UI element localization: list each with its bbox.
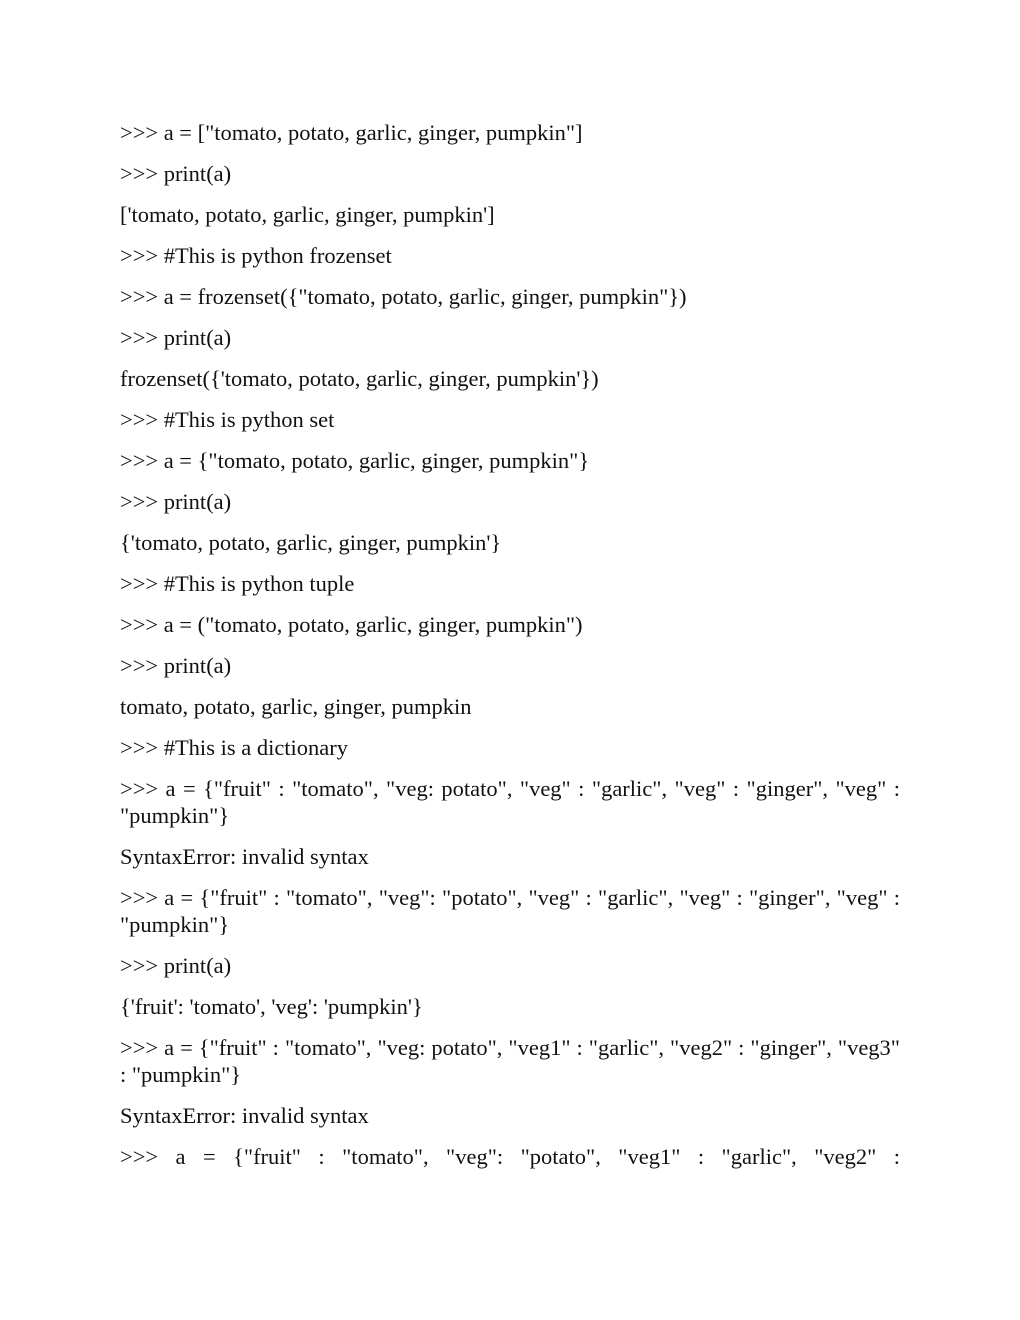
error-line: SyntaxError: invalid syntax <box>120 844 369 869</box>
code-line: >>> print(a) <box>120 161 232 186</box>
comment-line: >>> #This is python tuple <box>120 571 355 596</box>
comment-line: >>> #This is python set <box>120 407 335 432</box>
code-line: >>> a = {"fruit" : "tomato", "veg: potato", "veg1" : "garlic", "veg2" : "ginger", "veg3" : "pumpkin"} <box>120 1035 900 1087</box>
code-line: >>> print(a) <box>120 953 232 978</box>
code-line: >>> a = {"fruit" : "tomato", "veg": "potato", "veg" : "garlic", "veg" : "ginger", "veg" : "pumpkin"} <box>120 885 900 937</box>
comment-line: >>> #This is python frozenset <box>120 243 392 268</box>
error-line: SyntaxError: invalid syntax <box>120 1103 369 1128</box>
document-body <box>120 119 900 1184</box>
code-line: >>> a = {"tomato, potato, garlic, ginger, pumpkin"} <box>120 448 590 473</box>
code-line: >>> print(a) <box>120 325 232 350</box>
code-line: >>> print(a) <box>120 653 232 678</box>
output-line: {'tomato, potato, garlic, ginger, pumpkin'} <box>120 530 502 555</box>
code-line: >>> a = {"fruit" : "tomato", "veg": "potato", "veg1" : "garlic", "veg2" : <box>120 1144 900 1169</box>
code-line: >>> a = frozenset({"tomato, potato, garlic, ginger, pumpkin"}) <box>120 284 687 309</box>
code-line: >>> print(a) <box>120 489 232 514</box>
output-line: frozenset({'tomato, potato, garlic, ginger, pumpkin'}) <box>120 366 599 391</box>
output-line: tomato, potato, garlic, ginger, pumpkin <box>120 694 472 719</box>
output-line: {'fruit': 'tomato', 'veg': 'pumpkin'} <box>120 994 423 1019</box>
code-line: >>> a = ["tomato, potato, garlic, ginger, pumpkin"] <box>120 120 583 145</box>
comment-line: >>> #This is a dictionary <box>120 735 349 760</box>
code-line: >>> a = ("tomato, potato, garlic, ginger, pumpkin") <box>120 612 583 637</box>
code-line: >>> a = {"fruit" : "tomato", "veg: potato", "veg" : "garlic", "veg" : "ginger", "veg" : "pumpkin"} <box>120 776 900 828</box>
output-line: ['tomato, potato, garlic, ginger, pumpkin'] <box>120 202 495 227</box>
